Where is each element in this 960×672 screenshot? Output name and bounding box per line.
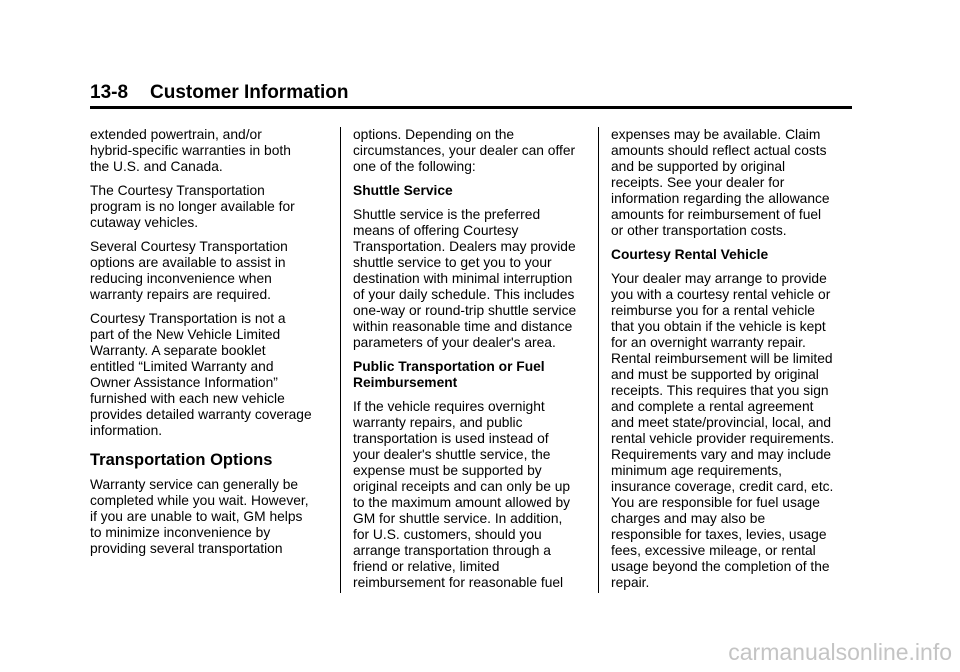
text-line: and meet state/provincial, local, and (611, 415, 832, 430)
text-line: to the maximum amount allowed by (353, 495, 571, 510)
watermark: carmanualsonline.info (728, 639, 952, 665)
text-line: Shuttle service is the preferred (353, 207, 541, 222)
text-line: reimburse you for a rental vehicle (611, 303, 815, 318)
text-line: provides detailed warranty coverage (90, 407, 312, 422)
paragraph (90, 183, 330, 231)
subheading (611, 247, 851, 263)
text-line: to minimize inconvenience by (90, 525, 271, 540)
text-line: information regarding the allowance (611, 191, 830, 206)
text-line: furnished with each new vehicle (90, 391, 285, 406)
text-line: entitled “Limited Warranty and (90, 359, 274, 374)
text-line: reimbursement for reasonable fuel (353, 575, 564, 590)
text-line: that you obtain if the vehicle is kept (611, 319, 826, 334)
column-2 (353, 127, 593, 599)
text-line: destination with minimal interruption (353, 271, 573, 286)
text-line: program is no longer available for (90, 199, 295, 214)
text-line: warranty repairs, and public (353, 415, 523, 430)
text-line: you with a courtesy rental vehicle or (611, 287, 831, 302)
text-line: Your dealer may arrange to provide (611, 271, 827, 286)
page-heading (90, 80, 852, 106)
text-line: shuttle service to get you to your (353, 255, 552, 270)
text-line: options are available to assist in (90, 255, 286, 270)
text-line: extended powertrain, and/or (90, 127, 262, 142)
text-line: Transportation. Dealers may provide (353, 239, 576, 254)
text-line: receipts. See your dealer for (611, 175, 785, 190)
column-divider-1 (340, 127, 341, 593)
text-line: and must be supported by original (611, 367, 819, 382)
paragraph (90, 127, 330, 175)
text-line: options. Depending on the (353, 127, 515, 142)
text-line: fees, excessive mileage, or rental (611, 543, 816, 558)
text-line: GM for shuttle service. In addition, (353, 511, 563, 526)
text-line: parameters of your dealer's area. (353, 335, 556, 350)
column-divider-2 (598, 127, 599, 593)
text-line: Owner Assistance Information” (90, 375, 278, 390)
text-line: arrange transportation through a (353, 543, 551, 558)
text-line: reducing inconvenience when (90, 271, 272, 286)
page-number: 13-8 (90, 82, 129, 103)
text-line: transportation is used instead of (353, 431, 549, 446)
text-line: expenses may be available. Claim (611, 127, 821, 142)
paragraph (353, 399, 593, 591)
text-line: charges and may also be (611, 511, 766, 526)
text-line: expense must be supported by (353, 463, 542, 478)
text-line: or other transportation costs. (611, 223, 787, 238)
text-line: original receipts and can only be up (353, 479, 571, 494)
text-line: Rental reimbursement will be limited (611, 351, 833, 366)
paragraph (90, 239, 330, 303)
text-line: the U.S. and Canada. (90, 159, 223, 174)
text-line: insurance coverage, credit card, etc. (611, 479, 834, 494)
text-line: for U.S. customers, should you (353, 527, 542, 542)
text-line: providing several transportation (90, 541, 283, 556)
paragraph (90, 477, 330, 557)
paragraph (611, 271, 851, 591)
text-line: You are responsible for fuel usage (611, 495, 820, 510)
text-line: If the vehicle requires overnight (353, 399, 545, 414)
section-heading (90, 450, 330, 470)
text-line: if you are unable to wait, GM helps (90, 509, 303, 524)
text-line: of your daily schedule. This includes (353, 287, 575, 302)
text-line: Courtesy Transportation is not a (90, 311, 286, 326)
text-line: and be supported by original (611, 159, 786, 174)
text-line: repair. (611, 575, 650, 590)
text-line: responsible for taxes, levies, usage (611, 527, 827, 542)
subheading (353, 183, 593, 199)
text-line: Public Transportation or Fuel (353, 359, 545, 374)
text-line: information. (90, 423, 163, 438)
text-line: Warranty service can generally be (90, 477, 299, 492)
text-line: Several Courtesy Transportation (90, 239, 288, 254)
paragraph (353, 207, 593, 351)
text-line: Shuttle Service (353, 183, 453, 198)
text-line: completed while you wait. However, (90, 493, 309, 508)
text-line: usage beyond the completion of the (611, 559, 830, 574)
text-line: one of the following: (353, 159, 476, 174)
text-line: The Courtesy Transportation (90, 183, 265, 198)
text-line: Warranty. A separate booklet (90, 343, 266, 358)
text-line: rental vehicle provider requirements. (611, 431, 835, 446)
text-line: your dealer's shuttle service, the (353, 447, 551, 462)
text-line: part of the New Vehicle Limited (90, 327, 281, 342)
text-line: cutaway vehicles. (90, 215, 199, 230)
text-line: means of offering Courtesy (353, 223, 519, 238)
text-line: amounts should reflect actual costs (611, 143, 827, 158)
text-line: for an overnight warranty repair. (611, 335, 806, 350)
paragraph (611, 127, 851, 239)
text-line: warranty repairs are required. (90, 287, 271, 302)
page-header (90, 80, 852, 109)
text-line: Reimbursement (353, 375, 458, 390)
paragraph (90, 311, 330, 439)
text-line: minimum age requirements, (611, 463, 782, 478)
text-line: amounts for reimbursement of fuel (611, 207, 822, 222)
section-title: Customer Information (150, 82, 349, 103)
column-3 (611, 127, 851, 599)
text-line: hybrid-specific warranties in both (90, 143, 291, 158)
column-1 (90, 127, 330, 565)
text-line: receipts. This requires that you sign (611, 383, 829, 398)
text-line: Requirements vary and may include (611, 447, 832, 462)
paragraph (353, 127, 593, 175)
text-line: friend or relative, limited (353, 559, 500, 574)
text-line: circumstances, your dealer can offer (353, 143, 576, 158)
text-line: Transportation Options (90, 451, 273, 469)
text-line: Courtesy Rental Vehicle (611, 247, 769, 262)
subheading (353, 359, 593, 391)
text-line: one-way or round-trip shuttle service (353, 303, 577, 318)
text-line: and complete a rental agreement (611, 399, 814, 414)
text-line: within reasonable time and distance (353, 319, 573, 334)
